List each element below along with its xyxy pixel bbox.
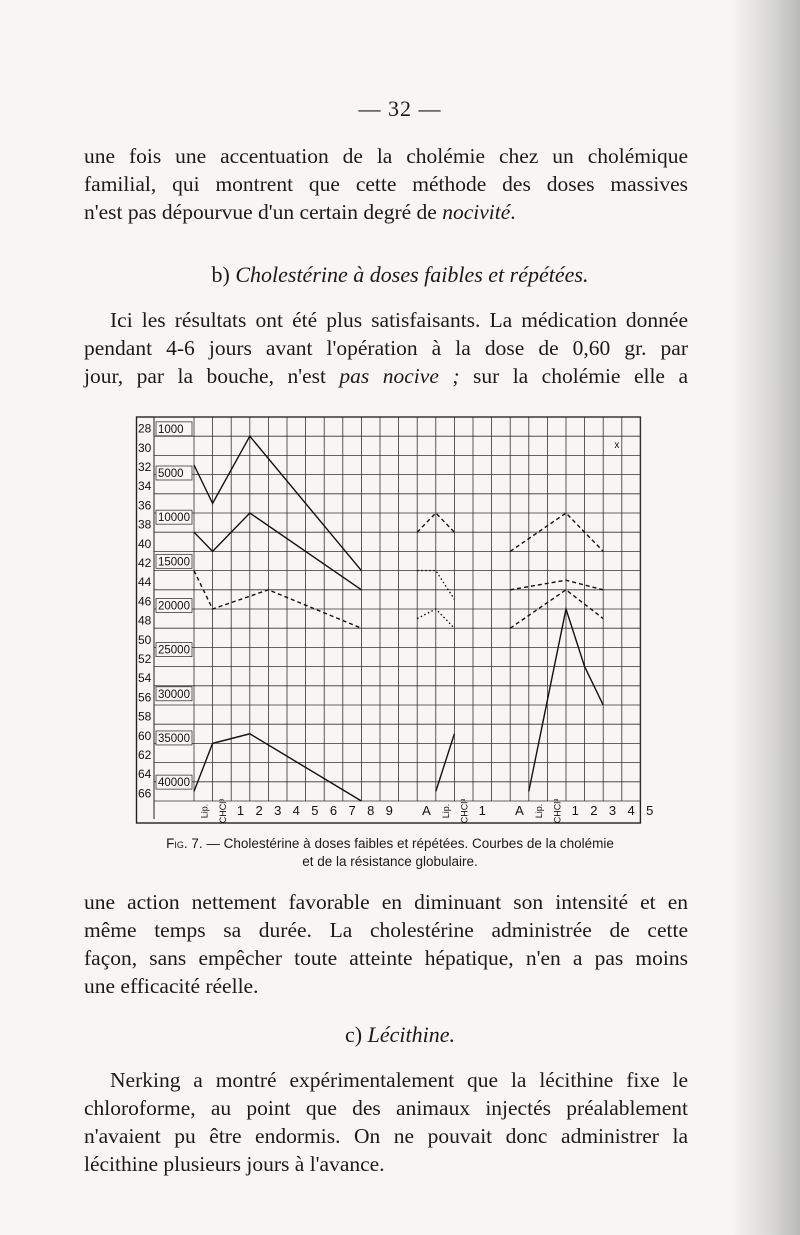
x-tick-label: CHCl³ [552,798,563,824]
text-line: une action nettement favorable en diminuant son intensité et en [84,890,688,914]
left-axis-tick: 34 [138,479,152,494]
cholemia-tick: 10000 [158,512,190,525]
left-axis-tick: 28 [138,421,152,436]
x-tick-label: 6 [329,803,338,818]
x-tick-label: 1 [571,803,579,818]
text-line: pendant 4-6 jours avant l'opération à la dose de 0,60 gr. par [84,336,688,360]
caption-line-2: et de la résistance globulaire. [302,854,478,869]
section-heading-c: c) Lécithine. [345,1022,455,1047]
left-axis-tick: 52 [138,651,152,666]
left-axis-tick: 38 [138,517,152,532]
series-line [194,436,361,570]
text-line: familial, qui montrent que cette méthode des doses massives [84,172,688,196]
text-line: jour, par la bouche, n'est pas nocive ; sur la cholémie elle a [84,364,688,388]
cholemia-tick: 30000 [158,688,190,701]
x-tick-label: 4 [627,803,635,818]
left-axis-tick: 30 [138,440,152,455]
series-line [194,734,361,801]
left-axis-tick: 36 [138,498,152,513]
cholemia-tick: 35000 [158,732,190,745]
cholemia-tick: 25000 [158,644,190,657]
chart-frame [137,417,641,823]
x-tick-label: 1 [236,803,245,818]
paragraph-1 [84,142,688,226]
left-axis-tick: 44 [138,575,152,590]
x-tick-label: 5 [646,803,654,818]
text-line: une fois une accentuation de la cholémie chez un cholémique [84,144,688,168]
left-axis-tick: 56 [138,690,152,705]
left-axis-tick: 54 [138,671,152,686]
x-tick-label: A [515,803,524,818]
left-axis-tick: 42 [138,555,152,570]
x-tick-label: 4 [292,803,300,818]
cholemia-tick: 20000 [158,600,190,613]
text-line: une efficacité réelle. [84,974,259,998]
text-line: Nerking a montré expérimentalement que la lécithine fixe le [110,1068,688,1092]
section-heading-b: b) Cholestérine à doses faibles et répétées. [211,262,589,287]
paragraph-2 [84,306,688,390]
left-axis-tick: 46 [138,594,152,609]
left-axis-tick: 64 [138,767,152,782]
x-tick-label: Lip. [441,803,452,819]
x-tick-label: Lip. [199,803,210,819]
x-tick-label: A [422,803,431,818]
text-line: n'avaient pu être endormis. On ne pouvait donc administrer la [84,1124,688,1148]
page-number: — 32 — [358,96,442,121]
paragraph-3 [84,888,688,1000]
text-line: même temps sa durée. La cholestérine administrée de cette [84,918,688,942]
series-line [194,571,361,629]
text-line: lécithine plusieurs jours à l'avance. [84,1152,385,1176]
x-tick-label: CHCl³ [459,798,470,824]
text-line: Ici les résultats ont été plus satisfaisants. La médication donnée [110,308,688,332]
left-axis-tick: 62 [138,747,152,762]
left-axis-tick: 50 [138,632,152,647]
left-axis-tick: 40 [138,536,152,551]
text-line: façon, sans empêcher toute atteinte hépatique, n'en a pas moins [84,946,688,970]
cholemia-tick: 40000 [158,777,190,790]
x-tick-label: Lip. [534,803,545,819]
figure-label: Fig. 7. [166,836,203,851]
x-tick-label: CHCl³ [217,798,228,824]
paragraph-4 [84,1066,688,1178]
x-tick-label: 7 [348,803,356,818]
x-tick-label: 5 [311,803,319,818]
left-axis-tick: 66 [138,786,152,801]
emphasis: nocivité [442,200,511,224]
caption-line-1: Cholestérine à doses faibles et répétées. Courbes de la cholémie [223,836,614,851]
text-line: n'est pas dépourvue d'un certain degré de nocivité. [84,200,516,224]
x-tick-label: 8 [367,803,375,818]
x-tick-label: 2 [590,803,598,818]
figure-caption: Fig. 7. — Cholestérine à doses faibles et répétées. Courbes de la cholémie et de la résistance globulaire. [110,835,670,871]
figure-chart [136,414,654,824]
left-axis-tick: 32 [138,459,152,474]
cholemia-tick: 5000 [158,468,184,480]
x-tick-label: 3 [608,803,617,818]
text-line: chloroforme, au point que des animaux injectés préalablement [84,1096,688,1120]
cholemia-tick: 1000 [158,423,184,436]
left-axis-tick: 58 [138,709,152,724]
x-tick-label: 2 [255,803,263,818]
page-shadow [730,0,800,1235]
cholemia-tick: 15000 [158,556,190,569]
x-tick-label: 9 [385,803,393,818]
x-tick-label: 1 [478,803,486,818]
series-line [510,580,603,590]
left-axis-tick: 48 [138,613,152,628]
left-axis-tick: 60 [138,728,152,743]
emphasis: pas nocive ; [339,364,460,388]
x-tick-label: 3 [274,803,282,818]
corner-mark: x [614,440,620,452]
